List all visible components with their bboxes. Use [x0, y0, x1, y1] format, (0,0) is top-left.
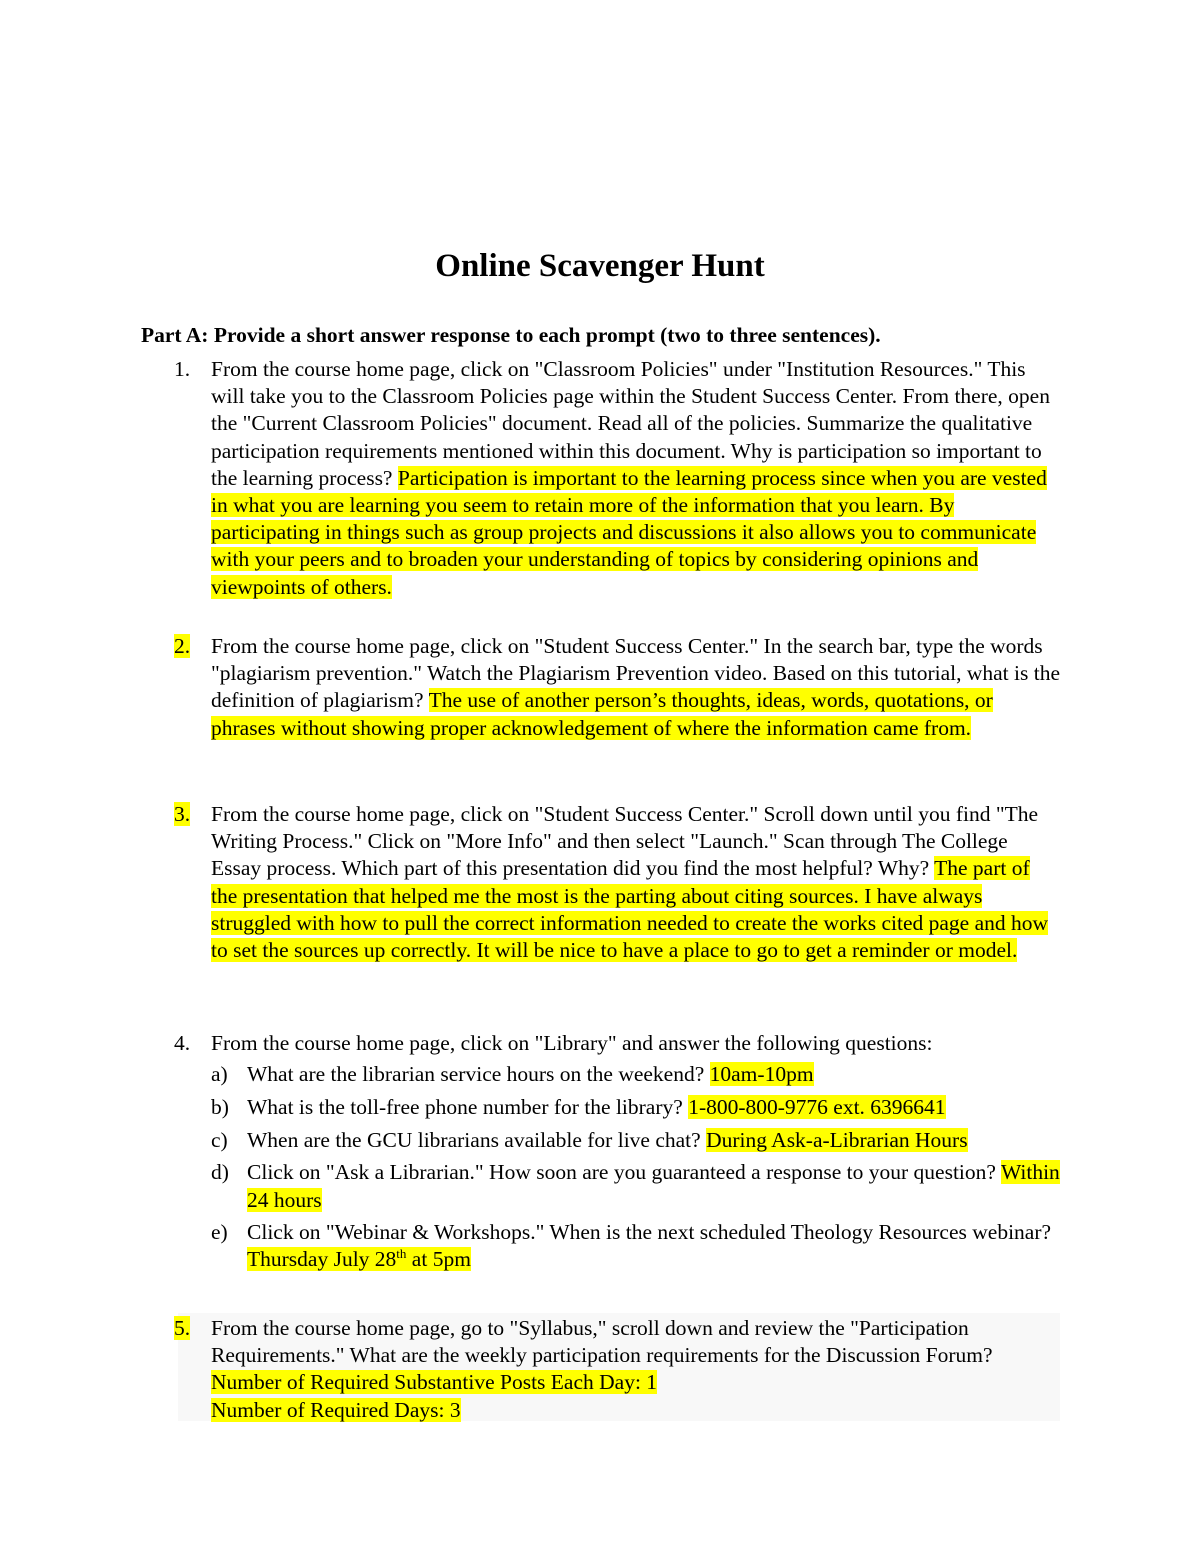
sub-question-letter: a) — [211, 1062, 228, 1087]
sub-question-d — [211, 1159, 1061, 1213]
question-prompt-2: From the course home page, click on "Student Success Center." In the search bar, type the words "plagiarism prevention." Watch the Plagiarism Prevention video. Based on this tutorial, what is the definition of plagiarism? — [211, 634, 1060, 713]
question-item-2 — [174, 633, 1060, 742]
question-body-3 — [211, 801, 1061, 964]
answer-5-line-2: Number of Required Days: 3 — [211, 1397, 461, 1422]
question-body-5 — [211, 1315, 1061, 1424]
question-body-2 — [211, 633, 1061, 742]
sub-question-e — [211, 1219, 1061, 1273]
sub-question-text: When are the GCU librarians available for live chat? — [247, 1127, 701, 1152]
question-item-4 — [174, 1030, 1060, 1279]
question-prompt-5: From the course home page, go to "Syllabus," scroll down and review the "Participation Requirements." What are the weekly participation requirements for the Discussion Forum? — [211, 1316, 993, 1368]
question-number-3: 3. — [174, 802, 191, 826]
sub-question-letter: c) — [211, 1127, 228, 1152]
sub-question-letter: b) — [211, 1094, 229, 1119]
question-item-1 — [174, 356, 1060, 601]
question-body-1 — [211, 356, 1061, 601]
answer-1: Participation is important to the learning process since when you are vested in what you are learning you seem to retain more of the information that you learn. By participating in things such as group projects and discussions it also allows you to communicate with your peers and to broaden your understanding of topics by considering opinions and viewpoints of others. — [211, 465, 1047, 599]
question-prompt-4: From the course home page, click on "Library" and answer the following questions: — [211, 1031, 933, 1055]
question-number-4: 4. — [174, 1031, 191, 1055]
sub-question-letter: e) — [211, 1220, 228, 1245]
document-title: Online Scavenger Hunt — [435, 248, 765, 284]
sub-question-text: Click on "Webinar & Workshops." When is the next scheduled Theology Resources webinar? — [247, 1220, 1052, 1245]
answer-5-line-1: Number of Required Substantive Posts Each Day: 1 — [211, 1370, 658, 1395]
library-sub-questions — [211, 1061, 1061, 1273]
sub-question-text: What is the toll-free phone number for the library? — [247, 1094, 683, 1119]
sub-question-text: Click on "Ask a Librarian." How soon are you guaranteed a response to your question? — [247, 1160, 996, 1185]
question-item-5 — [174, 1315, 1060, 1424]
question-body-4 — [211, 1030, 1061, 1274]
sub-answer-c: During Ask-a-Librarian Hours — [706, 1127, 968, 1152]
question-prompt-3: From the course home page, click on "Student Success Center." Scroll down until you find "The Writing Process." Click on "More Info" and then select "Launch." Scan through The College Essay process. Which part of this presentation did you find the most helpful? Why? — [211, 802, 1039, 881]
sub-answer-a: 10am-10pm — [709, 1062, 814, 1087]
question-number-2: 2. — [174, 634, 191, 658]
sub-answer-e: Thursday July 28th at 5pm — [247, 1246, 471, 1272]
answer-3: The part of the presentation that helped me the most is the parting about citing sources. I have always struggled with how to pull the correct information needed to create the works cited page and how to set the sources up correctly. It will be nice to have a place to go to get a reminder or model. — [211, 856, 1049, 963]
question-item-3 — [174, 801, 1060, 964]
question-prompt-1: From the course home page, click on "Classroom Policies" under "Institution Resources." This will take you to the Classroom Policies page within the Student Success Center. From there, open the "Current Classroom Policies" document. Read all of the policies. Summarize the qualitative participation requirements mentioned within this document. Why is participation so important to the learning process? — [211, 357, 1050, 490]
question-number-1: 1. — [174, 357, 191, 381]
sub-answer-b: 1-800-800-9776 ext. 6396641 — [688, 1094, 946, 1119]
sub-question-c — [211, 1127, 1061, 1154]
part-a-heading: Part A: Provide a short answer response to each prompt (two to three sentences). — [141, 323, 881, 347]
sub-question-a — [211, 1061, 1061, 1088]
sub-question-b — [211, 1094, 1061, 1121]
question-number-5: 5. — [174, 1316, 191, 1340]
sub-answer-d: Within 24 hours — [247, 1160, 1060, 1212]
sub-question-text: What are the librarian service hours on the weekend? — [247, 1062, 705, 1087]
answer-2: The use of another person’s thoughts, ideas, words, quotations, or phrases without showing proper acknowledgement of where the information came from. — [211, 688, 993, 740]
sub-question-letter: d) — [211, 1160, 229, 1185]
